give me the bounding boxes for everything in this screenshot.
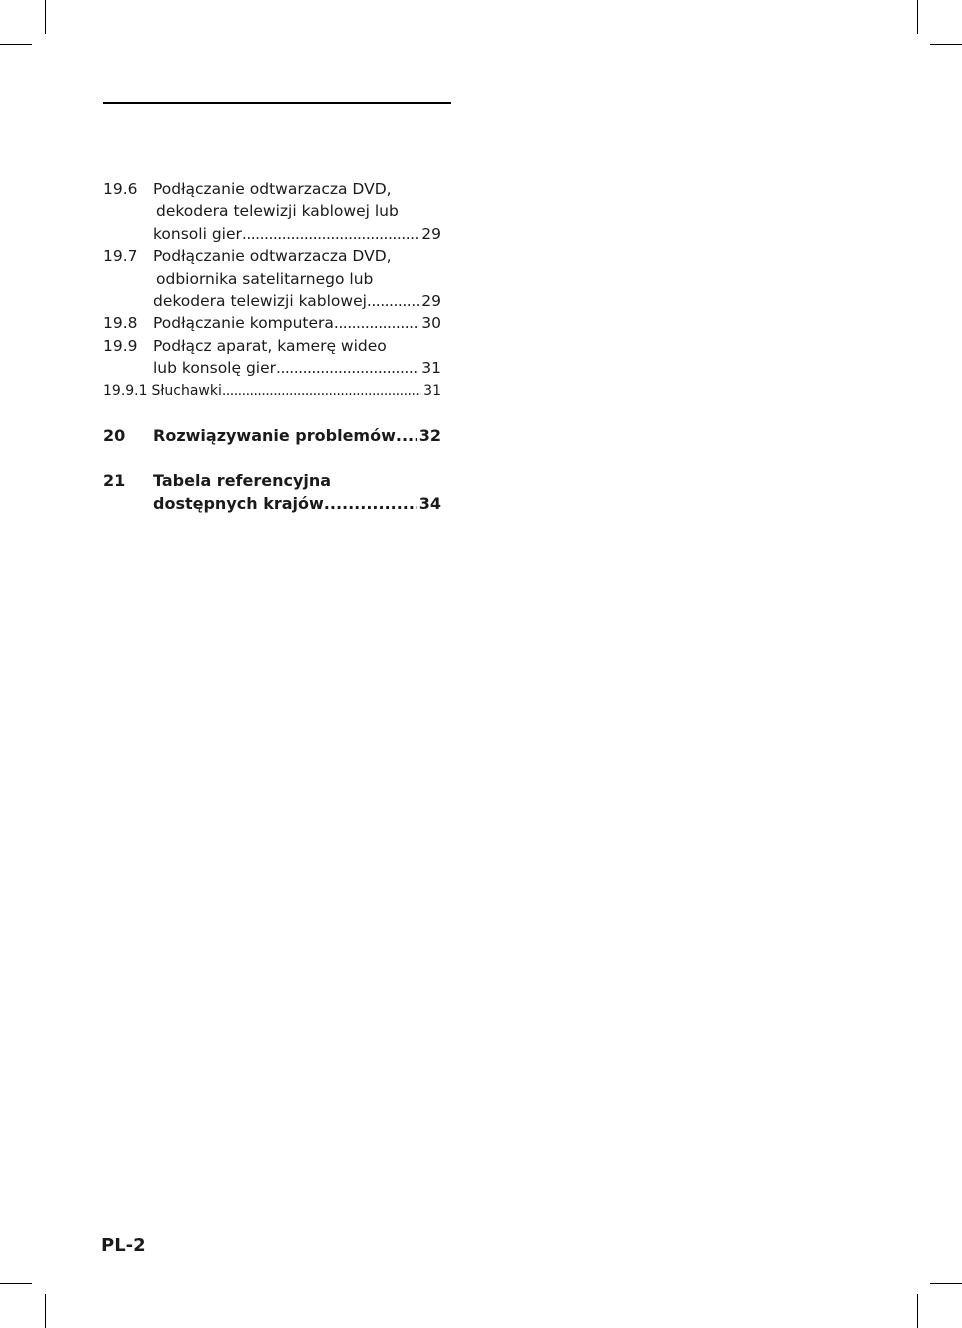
- toc-entry-line: Tabela referencyjna: [153, 471, 332, 491]
- crop-mark-top-left-v: [45, 0, 46, 34]
- toc-page-number: 29: [421, 224, 441, 243]
- toc-entry-title: dekodera telewizji kablowej: [153, 292, 367, 311]
- toc-leader-dots: [242, 223, 419, 245]
- toc-page-number: 30: [421, 314, 441, 333]
- toc-entry-line: odbiornika satelitarnego lub: [156, 269, 374, 288]
- toc-entry-line: dekodera telewizji kablowej lub: [156, 202, 399, 221]
- toc-entry-19-7[interactable]: [103, 245, 441, 312]
- toc-entry-title: Słuchawki: [151, 382, 222, 399]
- toc-entry-number: 20: [103, 426, 126, 446]
- crop-mark-bottom-left-v: [45, 1294, 46, 1328]
- toc-page-number: 34: [418, 494, 441, 514]
- page-number-label: PL-2: [101, 1235, 146, 1256]
- toc-leader-dots: [334, 312, 419, 334]
- toc-leader-dots: [324, 492, 417, 515]
- toc-leader-dots: [276, 357, 419, 379]
- toc-entry-19-9-1[interactable]: [103, 380, 441, 402]
- toc-entry-title: konsoli gier: [153, 224, 242, 243]
- toc-entry-number: 19.9: [103, 336, 138, 355]
- toc-entry-21[interactable]: [103, 469, 441, 515]
- toc-entry-number: 19.6: [103, 180, 138, 198]
- toc-entry-line: Podłączanie odtwarzacza DVD,: [153, 247, 392, 266]
- toc-entry-19-6[interactable]: [103, 178, 441, 245]
- crop-mark-bottom-left-h: [0, 1283, 32, 1284]
- crop-mark-bottom-right-h: [930, 1283, 962, 1284]
- toc-entry-title: Podłączanie komputera: [153, 314, 334, 333]
- toc-entry-20[interactable]: [103, 424, 441, 447]
- toc-entry-number: 19.8: [103, 314, 138, 333]
- toc-leader-dots: [222, 380, 421, 402]
- toc-entry-19-8[interactable]: [103, 312, 441, 334]
- toc-entry-number: 19.9.1: [103, 382, 148, 399]
- toc-entry-19-9[interactable]: [103, 335, 441, 380]
- crop-mark-top-right-v: [917, 0, 918, 34]
- toc-top-rule: [103, 102, 451, 104]
- toc-entry-title: Rozwiązywanie problemów: [153, 426, 396, 446]
- toc-page-number: 32: [418, 426, 441, 446]
- crop-mark-bottom-right-v: [917, 1294, 918, 1328]
- toc-page-number: 31: [423, 382, 441, 399]
- crop-mark-top-right-h: [930, 44, 962, 45]
- toc-page-number: 29: [421, 292, 441, 311]
- table-of-contents: [103, 178, 441, 515]
- toc-entry-title: lub konsolę gier: [153, 359, 277, 378]
- toc-entry-title: dostępnych krajów: [153, 494, 324, 514]
- toc-page-number: 31: [421, 359, 441, 378]
- toc-leader-dots: [367, 290, 419, 312]
- toc-leader-dots: [396, 424, 417, 447]
- toc-entry-line: Podłączanie odtwarzacza DVD,: [153, 180, 392, 198]
- toc-entry-number: 21: [103, 471, 126, 491]
- crop-mark-top-left-h: [0, 44, 32, 45]
- toc-entry-number: 19.7: [103, 247, 138, 266]
- toc-entry-line: Podłącz aparat, kamerę wideo: [153, 336, 387, 355]
